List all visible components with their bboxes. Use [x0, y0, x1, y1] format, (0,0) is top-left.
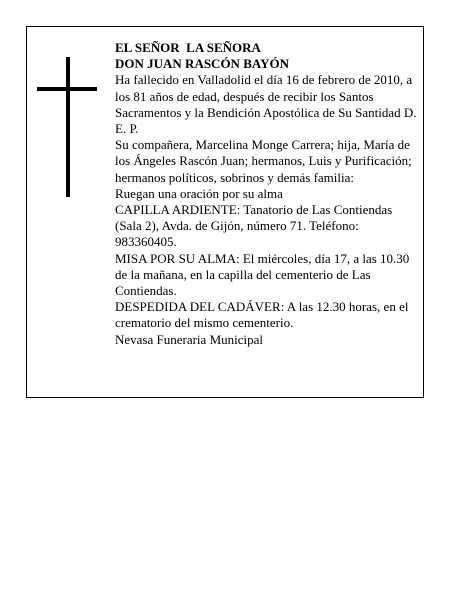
- cross-vertical-bar: [66, 57, 70, 197]
- obituary-notice: [26, 26, 424, 398]
- deceased-name: DON JUAN RASCÓN BAYÓN: [115, 56, 289, 72]
- family-list: Su compañera, Marcelina Monge Carrera; hija, María de los Ángeles Rascón Juan; hermanos, Luis y Purificación; hermanos políticos, sobrinos y demás familia:: [115, 137, 412, 185]
- title-line-1: EL SEÑOR LA SEÑORA: [115, 40, 261, 55]
- prayer-request: Ruegan una oración por su alma: [115, 185, 283, 201]
- death-announcement: Ha fallecido en Valladolid el día 16 de febrero de 2010, a los 81 años de edad, después de recibir los Santos Sacramentos y la Bendición Apostólica de Su Santidad D. E. P.: [115, 72, 417, 137]
- mass-info: MISA POR SU ALMA: El miércoles, día 17, a las 10.30 de la mañana, en la capilla del cementerio de Las Contiendas.: [115, 250, 410, 299]
- cross-icon: [37, 57, 97, 197]
- cross-horizontal-bar: [37, 87, 97, 91]
- chapel-info: CAPILLA ARDIENTE: Tanatorio de Las Contiendas (Sala 2), Avda. de Gijón, número 71. Teléfono: 983360405.: [115, 202, 393, 250]
- farewell-info: DESPEDIDA DEL CADÁVER: A las 12.30 horas, en el crematorio del mismo cementerio.: [115, 299, 409, 331]
- funeral-home: Nevasa Funeraria Municipal: [115, 331, 264, 347]
- obituary-text: [115, 40, 420, 348]
